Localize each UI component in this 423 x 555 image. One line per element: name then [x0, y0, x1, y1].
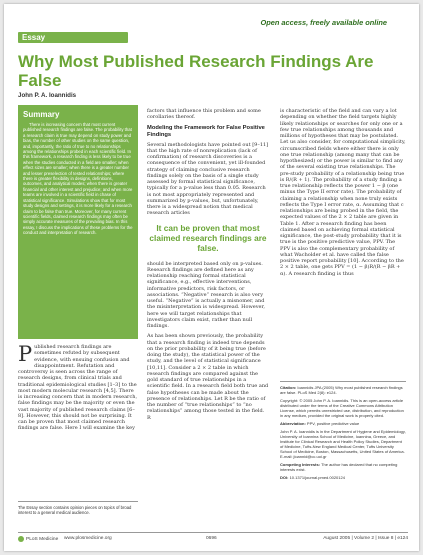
body-paragraph: should be interpreted based only on p-values. Research findings are defined here as any relationship reaching formal statistical significance, e.g., effective interventions, informative predictors, risk factors, or associations. “Negative” research is also very useful. “Negative” is actually a misnomer, and the misinterpretation is widespread. However, here we will target relationships that investigators claim exist, rather than null findings. — [147, 260, 265, 329]
section-label: Essay — [22, 33, 46, 42]
citation: Citation: Ioannidis JPA (2005) Why most published research findings are false. PLoS Med 2(8): e124. — [280, 385, 403, 395]
issue-info: August 2005 | Volume 2 | Issue 8 | e124 — [323, 536, 408, 541]
lead-paragraph: factors that influence this problem and some corollaries thereof. — [147, 108, 261, 121]
page-number: 0696 — [206, 536, 217, 541]
article-info — [280, 381, 406, 483]
journal-url[interactable]: www.plosmedicine.org — [64, 536, 112, 541]
column-3 — [280, 108, 406, 281]
column-2 — [147, 108, 269, 425]
summary-heading: Summary — [23, 110, 60, 119]
article-page — [4, 4, 419, 551]
citation-label: Citation: — [280, 385, 297, 390]
copyright-notice: Copyright: © 2005 John P. A. Ioannidis. This is an open-access article distributed under the terms of the Creative Commons Attribution License, which permits unrestricted use, distribution, and reproduction in any medium, provided the original work is properly cited. — [280, 398, 404, 418]
article-authors: John P. A. Ioannidis — [18, 92, 77, 99]
drop-cap: P — [18, 342, 33, 366]
intro-paragraph — [18, 344, 138, 432]
abbreviations: Abbreviation: PPV, positive predictive value — [280, 421, 360, 426]
doi — [280, 475, 406, 480]
body-paragraph: is characteristic of the field and can vary a lot depending on whether the field targets highly likely relationships or searches for only one or a few true relationships among thousands and millions of hypotheses that may be postulated. Let us also consider, for computational simplicity, circumscribed fields where either there is only one true relationship (among many that can be hypothesized) or the power is similar to find any of the several existing true relationships. The pre-study probability of a relationship being true is R/(R + 1). The probability of a study finding a true relationship reflects the power 1 − β (one minus the Type II error rate). The probability of claiming a relationship when none truly exists reflects the Type I error rate, α. Assuming that c relationships are being probed in the field, the expected values of the 2 × 2 table are given in Table 1. After a research finding has been claimed based on achieving formal statistical significance, the post-study probability that it is true is the positive predictive value, PPV. The PPV is also the complementary probability of what Wacholder et al. have called the false positive report probability [10]. According to the 2 × 2 table, one gets PPV = (1 − β)R/(R − βR + α). A research finding is thus — [280, 108, 406, 277]
section-heading: Modeling the Framework for False Positive Findings — [147, 124, 265, 138]
competing-interests: Competing Interests: The author has declared that no competing interests exist. — [280, 462, 398, 472]
plos-logo-icon — [18, 536, 24, 542]
summary-box — [18, 105, 138, 339]
column-1 — [18, 344, 138, 436]
abbrev-label: Abbreviation: — [280, 421, 306, 426]
article-title: Why Most Published Research Findings Are False — [18, 52, 374, 90]
competing-label: Competing Interests: — [280, 462, 321, 467]
open-access-banner: Open access, freely available online — [260, 18, 387, 27]
body-paragraph: Several methodologists have pointed out [9–11] that the high rate of nonreplication (lack of confirmation) of research discoveries is a consequence of the convenient, yet ill-founded strategy of claiming conclusive research findings solely on the basis of a single study assessed by formal statistical significance, typically for a p-value less than 0.05. Research is not most appropriately represented and summarized by p-values, but, unfortunately, there is a widespread notion that medical research articles — [147, 141, 269, 217]
affiliation: John P. A. Ioannidis is in the Department of Hygiene and Epidemiology, University of Ioannina School of Medicine, Ioannina, Greece, and Institute for Clinical Research and Health Policy Studies, Department of Medicine, Tufts-New England Medical Center, Tufts University School of Medicine, Boston, Massachusetts, United States of America. E-mail: jioannid@cc.uoi.gr — [280, 429, 406, 459]
essay-note: The Essay section contains opinion pieces on topics of broad interest to a general medical audience. — [18, 501, 138, 515]
doi-link[interactable]: 10.1371/journal.pmed.0020124 — [289, 475, 345, 480]
doi-label: DOI: — [280, 475, 289, 480]
summary-text: There is increasing concern that most current published research findings are false. The probability that a research claim is true may depend on study power and bias, the number of other studies on the same question, and, importantly, the ratio of true to no relationships among the relationships probed in each scientific field. In this framework, a research finding is less likely to be true when the studies conducted in a field are smaller; when effect sizes are smaller; when there is a greater number and lesser preselection of tested relationships; where there is greater flexibility in designs, definitions, outcomes, and analytical modes; when there is greater financial and other interest and prejudice; and when more teams are involved in a scientific field in chase of statistical significance. Simulations show that for most study designs and settings, it is more likely for a research claim to be false than true. Moreover, for many current scientific fields, claimed research findings may often be simply accurate measures of the prevailing bias. In this essay, I discuss the implications of these problems for the conduct and interpretation of research. — [23, 122, 133, 236]
body-paragraph: As has been shown previously, the probability that a research finding is indeed true depends on the prior probability of it being true (before doing the study), the statistical power of the study, and the level of statistical significance [10,11]. Consider a 2 × 2 table in which research findings are compared against the gold standard of true relationships in a scientific field. In a research field both true and false hypotheses can be made about the presence of relationships. Let R be the ratio of the number of “true relationships” to “no relationships” among those tested in the field. R — [147, 333, 269, 421]
intro-text: ublished research findings are sometimes refuted by subsequent evidence, with ensuing confusion and disappointment. Refutation and controversy is seen across the range of research designs, from clinical trials and traditional epidemiological studies [1–3] to the most modern molecular research [4,5]. There is increasing concern that in modern research, false findings may be the majority or even the vast majority of published research claims [6–8]. However, this should not be surprising. It can be proven that most claimed research findings are false. Here I will examine the key — [18, 344, 138, 432]
page-footer — [18, 532, 408, 542]
journal-name: PLoS Medicine — [26, 536, 59, 542]
pull-quote: It can be proven that most claimed research findings are false. — [149, 222, 267, 253]
journal-logo — [18, 536, 58, 542]
section-tag — [18, 32, 128, 43]
